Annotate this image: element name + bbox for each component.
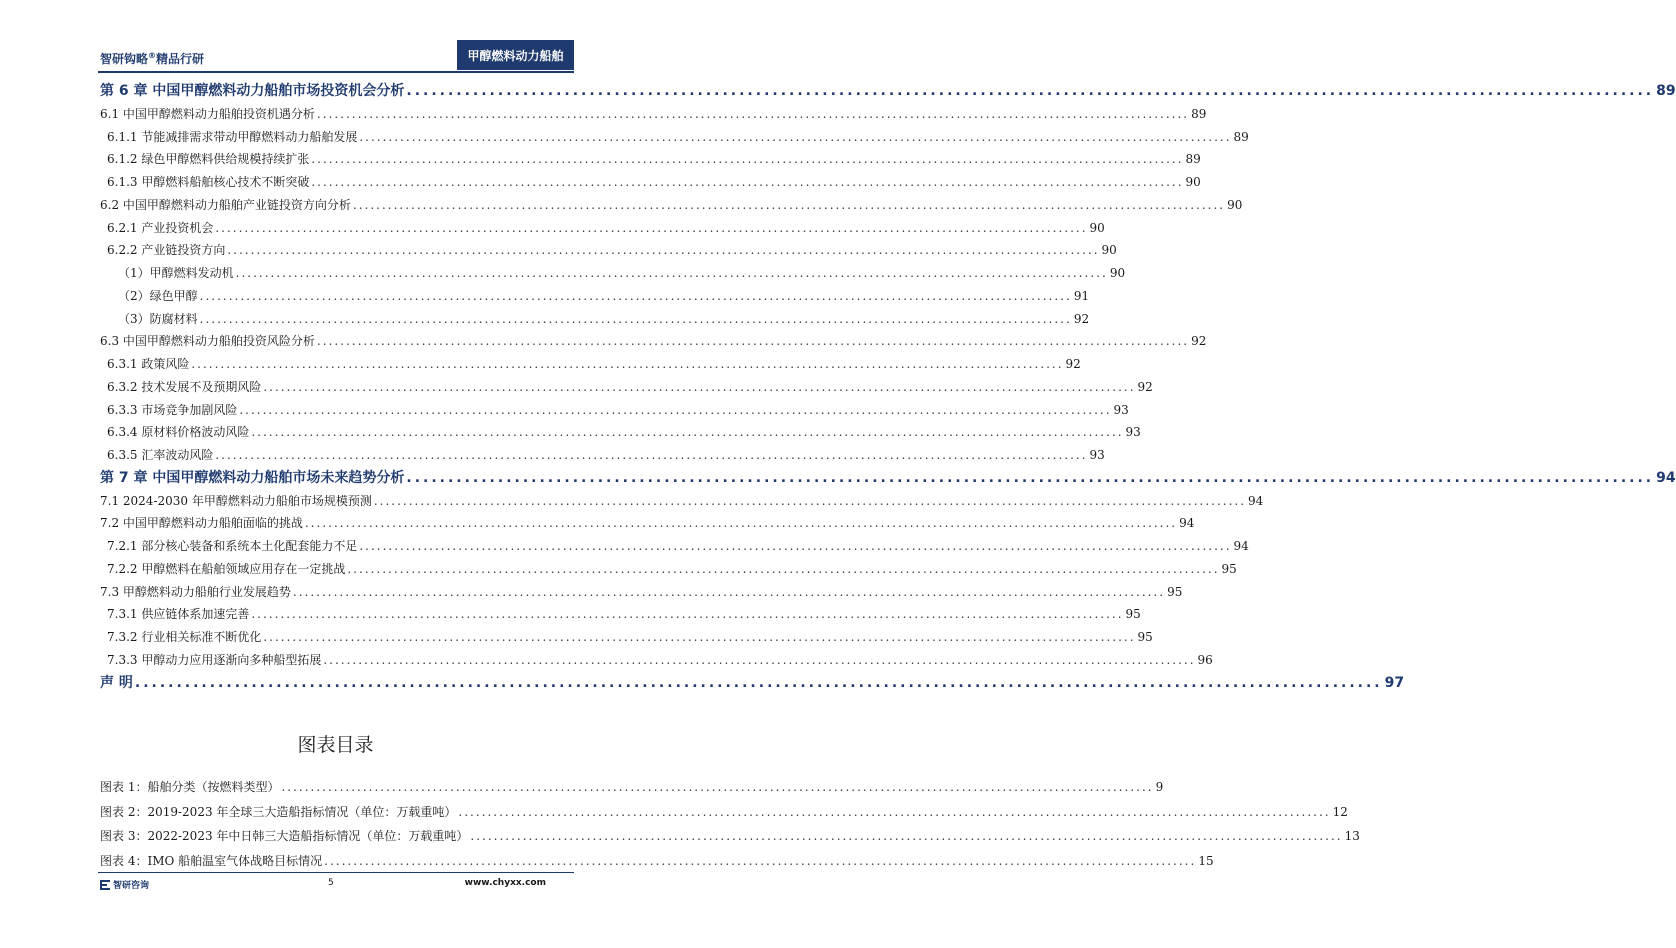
- toc-entry[interactable]: [100, 421, 1141, 444]
- website-link[interactable]: www.chyxx.com: [464, 878, 546, 888]
- toc-entry[interactable]: [100, 376, 1153, 399]
- entry-page-number: 89: [1656, 83, 1676, 99]
- figures-entry[interactable]: [100, 775, 1164, 800]
- entry-page-number: 95: [1125, 607, 1141, 622]
- toc-entry[interactable]: [100, 512, 1195, 535]
- entry-page-number: 89: [1185, 152, 1201, 167]
- entry-page-number: 97: [1384, 674, 1405, 691]
- toc-entry[interactable]: [100, 353, 1081, 376]
- company-logo-icon: [100, 880, 110, 890]
- dot-leader: ......................................................................................................................................................: [304, 516, 1178, 531]
- dot-leader: ......................................................................................................................................................: [373, 493, 1247, 508]
- entry-page-number: 95: [1167, 584, 1183, 599]
- dot-leader: ......................................................................................................................................................: [324, 853, 1197, 868]
- page-number: 5: [328, 878, 334, 888]
- dot-leader: ......................................................................................................................................................: [347, 561, 1220, 576]
- dot-leader: ......................................................................................................................................................: [215, 448, 1088, 462]
- entry-page-number: 90: [1101, 243, 1117, 258]
- dot-leader: ......................................................................................................................................................: [458, 804, 1331, 819]
- entry-page-number: 91: [1073, 288, 1090, 303]
- toc-entry[interactable]: [100, 649, 1213, 672]
- entry-title: 7.2.2 甲醇燃料在船舶领域应用存在一定挑战: [107, 561, 346, 576]
- entry-title: 第 7 章 中国甲醇燃料动力船舶市场未来趋势分析: [100, 469, 405, 486]
- entry-title: 6.3.1 政策风险: [107, 357, 190, 371]
- entry-title: 第 6 章 中国甲醇燃料动力船舶市场投资机会分析: [100, 83, 405, 99]
- dot-leader: ......................................................................................................................................................: [191, 357, 1064, 371]
- toc-entry[interactable]: [100, 239, 1117, 262]
- footer-logo: [100, 878, 149, 891]
- entry-title: 7.3.2 行业相关标准不断优化: [107, 630, 262, 644]
- dot-leader: ......................................................................................................................................................: [199, 288, 1072, 303]
- dot-leader: ......................................................................................................................................................: [251, 425, 1124, 440]
- entry-page-number: 12: [1332, 804, 1348, 819]
- dot-leader: ......................................................................................................................................................: [199, 311, 1072, 326]
- entry-title: 6.3.5 汇率波动风险: [107, 448, 214, 462]
- footer-divider: [98, 872, 574, 873]
- entry-title: 7.1 2024-2030 年甲醇燃料动力船舶市场规模预测: [100, 493, 372, 508]
- page-footer: [98, 874, 574, 894]
- table-of-contents: [100, 80, 1676, 694]
- entry-title: 图表 1：船舶分类（按燃料类型）: [100, 780, 280, 794]
- toc-entry[interactable]: [100, 217, 1105, 240]
- dot-leader: ......................................................................................................................................................: [316, 334, 1190, 349]
- entry-page-number: 92: [1137, 379, 1153, 394]
- toc-chapter-entry[interactable]: [100, 80, 1676, 103]
- entry-page-number: 94: [1656, 469, 1676, 486]
- entry-title: 7.3.3 甲醇动力应用逐渐向多种船型拓展: [107, 652, 322, 667]
- entry-title: 6.2.1 产业投资机会: [107, 220, 214, 235]
- entry-title: 声 明: [100, 674, 133, 691]
- entry-title: 图表 3：2022-2023 年中日韩三大造船指标情况（单位：万载重吨）: [100, 829, 469, 843]
- dot-leader: ......................................................................................................................................................: [323, 652, 1196, 667]
- entry-title: 6.1 中国甲醇燃料动力船舶投资机遇分析: [100, 106, 315, 121]
- toc-entry[interactable]: [100, 626, 1153, 649]
- toc-entry[interactable]: [100, 103, 1207, 126]
- entry-title: 图表 4：IMO 船舶温室气体战略目标情况: [100, 853, 323, 868]
- entry-title: 7.2.1 部分核心装备和系统本土化配套能力不足: [107, 539, 358, 553]
- figures-entry[interactable]: [100, 824, 1360, 849]
- dot-leader: ......................................................................................................................................................: [215, 220, 1088, 235]
- footer-logo-text: 智研咨询: [113, 881, 150, 891]
- toc-entry[interactable]: [100, 399, 1129, 422]
- entry-page-number: 93: [1089, 448, 1105, 462]
- brand-prefix: 智研钩略: [100, 52, 149, 66]
- entry-page-number: 89: [1191, 106, 1207, 121]
- toc-entry[interactable]: [100, 490, 1264, 513]
- dot-leader: ......................................................................................................................................................: [406, 83, 1655, 99]
- dot-leader: ......................................................................................................................................................: [134, 674, 1383, 691]
- entry-title: （2）绿色甲醇: [118, 288, 198, 303]
- dot-leader: ......................................................................................................................................................: [352, 197, 1226, 212]
- toc-entry[interactable]: [100, 603, 1141, 626]
- entry-title: 6.2.2 产业链投资方向: [107, 243, 226, 258]
- toc-chapter-entry[interactable]: [100, 467, 1676, 490]
- figures-entry[interactable]: [100, 849, 1214, 874]
- toc-entry[interactable]: [100, 444, 1105, 467]
- figures-list: [100, 775, 1360, 873]
- entry-title: 7.3.1 供应链体系加速完善: [107, 607, 250, 622]
- dot-leader: ......................................................................................................................................................: [359, 539, 1232, 553]
- registered-mark: ®: [148, 51, 157, 60]
- entry-page-number: 9: [1155, 780, 1164, 794]
- dot-leader: ......................................................................................................................................................: [251, 607, 1124, 622]
- entry-title: 图表 2：2019-2023 年全球三大造船指标情况（单位：万载重吨）: [100, 804, 457, 819]
- entry-page-number: 90: [1185, 175, 1201, 189]
- dot-leader: ......................................................................................................................................................: [311, 175, 1184, 189]
- dot-leader: ......................................................................................................................................................: [316, 106, 1190, 121]
- entry-page-number: 93: [1113, 402, 1129, 417]
- entry-title: 6.2 中国甲醇燃料动力船舶产业链投资方向分析: [100, 197, 351, 212]
- toc-entry[interactable]: [100, 171, 1201, 194]
- entry-title: 7.2 中国甲醇燃料动力船舶面临的挑战: [100, 516, 303, 531]
- toc-entry[interactable]: [100, 535, 1249, 558]
- brand-suffix: 精品行研: [156, 52, 205, 66]
- entry-page-number: 96: [1197, 652, 1213, 667]
- entry-page-number: 15: [1198, 853, 1214, 868]
- dot-leader: ......................................................................................................................................................: [235, 266, 1108, 280]
- toc-entry[interactable]: [100, 558, 1237, 581]
- entry-page-number: 95: [1137, 630, 1153, 644]
- entry-title: 6.3 中国甲醇燃料动力船舶投资风险分析: [100, 334, 315, 349]
- dot-leader: ......................................................................................................................................................: [470, 829, 1343, 843]
- entry-title: 6.1.3 甲醇燃料船舶核心技术不断突破: [107, 175, 310, 189]
- entry-title: 7.3 甲醇燃料动力船舶行业发展趋势: [100, 584, 291, 599]
- dot-leader: ......................................................................................................................................................: [359, 129, 1232, 144]
- dot-leader: ......................................................................................................................................................: [406, 469, 1655, 486]
- entry-page-number: 94: [1179, 516, 1195, 531]
- brand-logo: [100, 50, 204, 67]
- dot-leader: ......................................................................................................................................................: [281, 780, 1154, 794]
- dot-leader: ......................................................................................................................................................: [227, 243, 1100, 258]
- entry-page-number: 92: [1073, 311, 1090, 326]
- entry-title: （1）甲醇燃料发动机: [118, 266, 234, 280]
- entry-page-number: 89: [1233, 129, 1249, 144]
- toc-entry[interactable]: [100, 262, 1126, 285]
- figures-heading: 图表目录: [297, 734, 374, 756]
- entry-page-number: 95: [1221, 561, 1237, 576]
- entry-title: 6.3.3 市场竞争加剧风险: [107, 402, 238, 417]
- dot-leader: ......................................................................................................................................................: [292, 584, 1166, 599]
- entry-page-number: 94: [1248, 493, 1264, 508]
- entry-page-number: 90: [1109, 266, 1126, 280]
- entry-title: 6.3.4 原材料价格波动风险: [107, 425, 250, 440]
- toc-entry[interactable]: [100, 148, 1201, 171]
- report-topic-tag: 甲醇燃料动力船舶: [457, 40, 574, 70]
- toc-entry[interactable]: [100, 581, 1183, 604]
- entry-page-number: 93: [1125, 425, 1141, 440]
- toc-entry[interactable]: [100, 330, 1207, 353]
- toc-chapter-entry[interactable]: [100, 672, 1405, 695]
- entry-page-number: 94: [1233, 539, 1249, 553]
- dot-leader: ......................................................................................................................................................: [311, 152, 1184, 167]
- entry-title: （3）防腐材料: [118, 311, 198, 326]
- entry-title: 6.1.2 绿色甲醇燃料供给规模持续扩张: [107, 152, 310, 167]
- entry-page-number: 92: [1191, 334, 1207, 349]
- header-divider: [98, 71, 574, 73]
- entry-page-number: 13: [1344, 829, 1360, 843]
- toc-entry[interactable]: [100, 308, 1090, 331]
- toc-entry[interactable]: [100, 285, 1090, 308]
- entry-page-number: 92: [1065, 357, 1081, 371]
- dot-leader: ......................................................................................................................................................: [263, 630, 1136, 644]
- entry-title: 6.3.2 技术发展不及预期风险: [107, 379, 262, 394]
- entry-page-number: 90: [1227, 197, 1243, 212]
- entry-title: 6.1.1 节能减排需求带动甲醇燃料动力船舶发展: [107, 129, 358, 144]
- figures-entry[interactable]: [100, 800, 1348, 825]
- toc-entry[interactable]: [100, 126, 1249, 149]
- page-header: [98, 38, 574, 72]
- toc-entry[interactable]: [100, 194, 1243, 217]
- entry-page-number: 90: [1089, 220, 1105, 235]
- dot-leader: ......................................................................................................................................................: [239, 402, 1112, 417]
- dot-leader: ......................................................................................................................................................: [263, 379, 1136, 394]
